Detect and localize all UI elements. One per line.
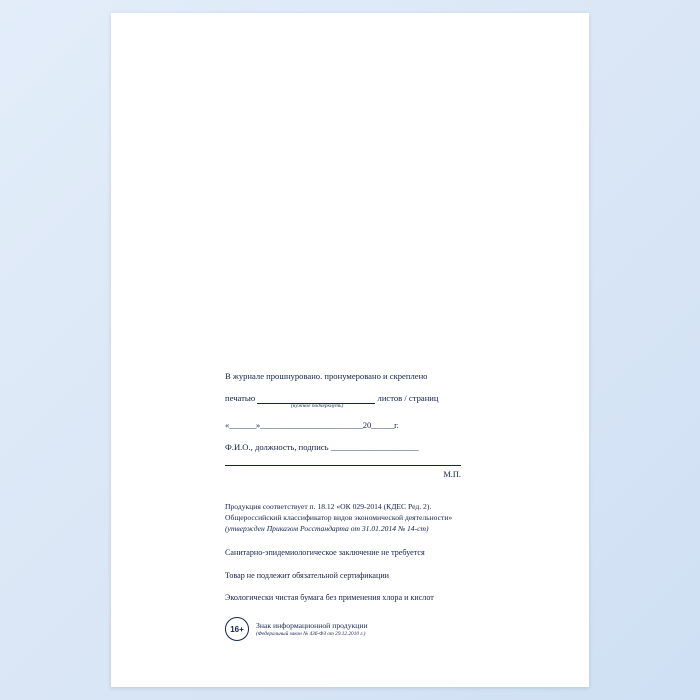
signature-label: Ф.И.О., должность, подпись: [225, 442, 329, 453]
sanitary-note: Санитарно-эпидемиологическое заключение не требуется: [225, 547, 425, 557]
seal-label: печатью: [225, 392, 256, 403]
okved-line-2: Общероссийский классификатор видов экономической деятельности»: [225, 512, 453, 522]
info-sign-title: Знак информационной продукции: [256, 620, 368, 630]
date-year-suffix: г.: [394, 420, 399, 431]
seal-row: [225, 393, 525, 410]
seal-units: листов / страниц: [377, 392, 439, 403]
signature-blank: _______________________: [330, 442, 419, 453]
date-quote-open: «: [225, 420, 230, 431]
signature-underline: [225, 465, 461, 466]
age-rating-badge: 16+: [225, 617, 249, 641]
seal-hint: (нужное подчеркнуть): [291, 403, 344, 410]
signature-line: [225, 442, 525, 453]
date-quote-close: »: [255, 420, 261, 431]
document-page: [111, 13, 589, 687]
okved-paragraph: [225, 501, 477, 534]
date-year-blank: ______: [371, 420, 395, 431]
info-sign-text: [256, 621, 368, 638]
date-year-prefix: 20: [362, 420, 372, 431]
journal-heading-row: [225, 371, 525, 382]
certification-note: Товар не подлежит обязательной сертификации: [225, 570, 390, 580]
date-row: [225, 420, 525, 431]
date-day-blank: _______: [229, 420, 256, 431]
signature-row: [225, 442, 525, 479]
mp-label: М.П.: [443, 469, 461, 479]
journal-heading: В журнале прошнуровано. пронумеровано и скреплено: [225, 371, 428, 381]
okved-line-1: Продукция соответствует п. 18.12 «ОК 029-2014 (КДЕС Ред. 2).: [225, 501, 432, 511]
info-sign-block: [225, 617, 525, 641]
document-content: [225, 371, 525, 641]
date-month-blank: ___________________________: [260, 420, 363, 431]
date-line: [225, 420, 525, 431]
okved-line-3: (утвержден Приказом Росстандарта от 31.01.2014 № 14-ст): [225, 523, 429, 533]
paper-note: Экологически чистая бумага без применения хлора и кислот: [225, 593, 434, 603]
info-sign-law: (Федеральный закон № 436-ФЗ от 29.12.2010 г.): [256, 630, 366, 637]
